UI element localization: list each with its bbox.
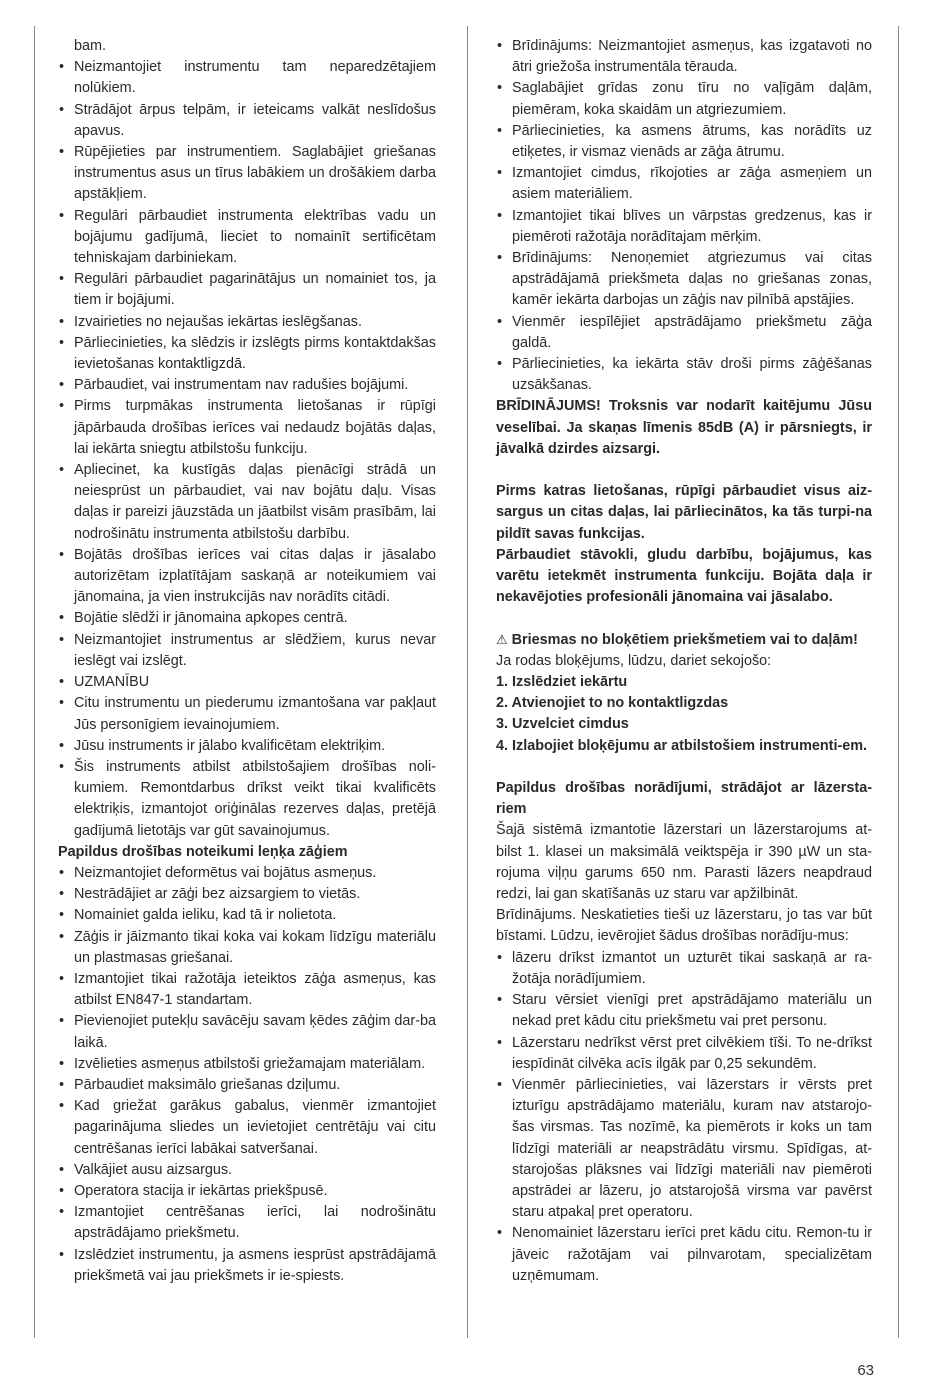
list-item: • Nomainiet galda ieliku, kad tā ir nolietota.: [58, 905, 436, 926]
list-item: • Izmantojiet tikai blīves un vārpstas gredzenus, kas ir piemēroti ražotāja norādītajam mērķim.: [496, 206, 872, 248]
spacer: [496, 757, 872, 778]
list-item: • Kad griežat garākus gabalus, vienmēr izmantojiet pagarinājuma sliedes un ievietojiet centrētāju vai citu centrēšanas ierīci labākai satveršanai.: [58, 1096, 436, 1160]
step-item: 3. Uzvelciet cimdus: [496, 716, 629, 733]
danger-heading-line: [496, 630, 872, 651]
list-item: • lāzeru drīkst izmantot un uzturēt tikai saskaņā ar ra-žotāja norādījumiem.: [496, 948, 872, 990]
laser-paragraph: Šajā sistēmā izmantotie lāzerstari un lāzerstarojums at-bilst 1. klasei un maksimālā veiktspēja ir 390 µW un sta-rojuma viļņu garums 650 nm. Parasti lāzers neapdraud redzi, lai gan skatīšanās uz staru var apžilbināt.: [496, 822, 872, 903]
safety-list: [58, 57, 436, 842]
section-heading: Papildus drošības noteikumi leņķa zāģiem: [58, 843, 348, 860]
list-item: • Saglabājiet grīdas zonu tīru no vaļīgām daļām, piemēram, koka skaidām un atgriezumiem.: [496, 78, 872, 120]
spacer: [496, 460, 872, 481]
step-item: 4. Izlabojiet bloķējumu ar atbilstošiem instrumenti-em.: [496, 737, 868, 754]
list-item: • Apliecinet, ka kustīgās daļas pienācīgi strādā un neiesprūst un pārbaudiet, vai nav bojātu daļu. Visas daļas ir pareizi jāuzstāda un jāatbilst visām prasībām, lai nodrošinātu instrumenta atbilstošu darbību.: [58, 460, 436, 545]
list-item: • Brīdinājums: Neizmantojiet asmeņus, kas izgatavoti no ātri griežoša instrumentāla tērauda.: [496, 36, 872, 78]
noise-warning: BRĪDINĀJUMS! Troksnis var nodarīt kaitējumu Jūsu veselībai. Ja skaņas līmenis 85dB (A) ir pārsniegts, ir jāvalkā dzirdes aizsargi.: [496, 398, 872, 457]
danger-intro: Ja rodas bloķējums, lūdzu, dariet sekojošo:: [496, 652, 772, 669]
list-item: • Neizmantojiet instrumentus ar slēdžiem, kurus nevar ieslēgt vai izslēgt.: [58, 630, 436, 672]
list-item: • Izvairieties no nejaušas iekārtas ieslēgšanas.: [58, 312, 436, 333]
list-item: • Bojātie slēdži ir jānomaina apkopes centrā.: [58, 608, 436, 629]
list-item: • Regulāri pārbaudiet instrumenta elektrības vadu un bojājumu gadījumā, lieciet to nomainīt sertificētam tehniskajam darbiniekam.: [58, 206, 436, 270]
miter-saw-list: [58, 863, 436, 1287]
list-item: • Pārliecinieties, ka slēdzis ir izslēgts pirms kontaktdakšas ievietošanas kontaktligzdā.: [58, 333, 436, 375]
list-item: • Izmantojiet cimdus, rīkojoties ar zāģa asmeņiem un asiem materiāliem.: [496, 163, 872, 205]
list-item: • Pievienojiet putekļu savācēju savam ķēdes zāģim dar-ba laikā.: [58, 1011, 436, 1053]
list-item: • Valkājiet ausu aizsargus.: [58, 1160, 436, 1181]
list-item: • Izvēlieties asmeņus atbilstoši griežamajam materiālam.: [58, 1054, 436, 1075]
list-item: • Nenomainiet lāzerstaru ierīci pret kādu citu. Remon-tu ir jāveic ražotājam vai pilnvarotam, specializētam uzņēmumam.: [496, 1223, 872, 1287]
list-item: • Izmantojiet centrēšanas ierīci, lai nodrošinātu apstrādājamo priekšmetu.: [58, 1202, 436, 1244]
step-item: 2. Atvienojiet to no kontaktligzdas: [496, 695, 729, 712]
list-item: • Pārliecinieties, ka asmens ātrums, kas norādīts uz etiķetes, ir vismaz vienāds ar zāģa ātrumu.: [496, 121, 872, 163]
list-item: • Zāģis ir jāizmanto tikai koka vai kokam līdzīgu materiālu un plastmasas griešanai.: [58, 927, 436, 969]
right-margin-rule: [898, 26, 899, 1338]
inspection-notice: Pirms katras lietošanas, rūpīgi pārbaudiet visus aiz-sargus un citas daļas, lai pārliecinātos, ka tās turpi-na pildīt savas funkcijas.: [496, 483, 872, 542]
list-item: • Neizmantojiet deformētus vai bojātus asmeņus.: [58, 863, 436, 884]
page-number: 63: [857, 1362, 874, 1379]
list-item: • Pārbaudiet, vai instrumentam nav radušies bojājumi.: [58, 375, 436, 396]
step-item: 1. Izslēdziet iekārtu: [496, 674, 628, 691]
list-item: • Strādājot ārpus telpām, ir ieteicams valkāt neslīdošus apavus.: [58, 100, 436, 142]
list-item: • Staru vērsiet vienīgi pret apstrādājamo materiālu un nekad pret kādu citu priekšmetu vai pret personu.: [496, 990, 872, 1032]
continued-text: bam.: [74, 38, 106, 54]
list-item: • Izmantojiet tikai ražotāja ieteiktos zāģa asmeņus, kas atbilst EN847-1 standartam.: [58, 969, 436, 1011]
laser-paragraph: Brīdinājums. Neskatieties tieši uz lāzerstaru, jo tas var būt bīstami. Lūdzu, ievērojiet šādus drošības norādīju-mus:: [496, 907, 872, 945]
danger-heading: Briesmas no bloķētiem priekšmetiem vai to daļām!: [511, 631, 858, 648]
saw-blade-list: [496, 36, 872, 396]
list-item: • Pārbaudiet maksimālo griešanas dziļumu.: [58, 1075, 436, 1096]
laser-heading: Papildus drošības norādījumi, strādājot ar lāzersta-riem: [496, 780, 872, 818]
inspection-notice-2: Pārbaudiet stāvokli, gludu darbību, bojājumus, kas varētu ietekmēt instrumenta funkciju. Bojāta daļa ir nekavējoties profesionāli jānomaina vai jāsalabo.: [496, 546, 872, 606]
list-item: • Citu instrumentu un piederumu izmantošana var pakļaut Jūs personīgiem ievainojumiem.: [58, 693, 436, 735]
list-item: • Pārliecinieties, ka iekārta stāv droši pirms zāģēšanas uzsākšanas.: [496, 354, 872, 396]
left-margin-rule: [34, 26, 35, 1338]
list-item: • Nestrādājiet ar zāģi bez aizsargiem to vietās.: [58, 884, 436, 905]
right-column: [496, 36, 872, 1287]
list-item: • Regulāri pārbaudiet pagarinātājus un nomainiet tos, ja tiem ir bojājumi.: [58, 269, 436, 311]
list-item: • Rūpējieties par instrumentiem. Saglabājiet griešanas instrumentus asus un tīrus labākiem un drošākiem darba apstākļiem.: [58, 142, 436, 206]
list-item: • Operatora stacija ir iekārtas priekšpusē.: [58, 1181, 436, 1202]
spacer: [496, 608, 872, 629]
list-item: • Izslēdziet instrumentu, ja asmens iesprūst apstrādājamā priekšmetā vai jau priekšmets ir ie-spiests.: [58, 1245, 436, 1287]
laser-list: [496, 948, 872, 1287]
list-item: • Jūsu instruments ir jālabo kvalificētam elektriķim.: [58, 736, 436, 757]
list-item: • Bojātās drošības ierīces vai citas daļas ir jāsalabo autorizētam izplatītājam saskaņā ar noteikumiem vai jānomaina, ja vien instrukcijās nav norādīts citādi.: [58, 545, 436, 609]
left-column: [58, 36, 436, 1287]
list-item: • Šis instruments atbilst atbilstošajiem drošības noli-kumiem. Remontdarbus drīkst veikt tikai kvalificēts elektriķis, izmantojot oriģinālas rezerves daļas, pretējā gadījumā lietotājs var gūt savainojumus.: [58, 757, 436, 842]
list-item: • Brīdinājums: Nenoņemiet atgriezumus vai citas apstrādājamā priekšmeta daļas no griešanas zonas, kamēr iekārta darbojas un zāģis nav pilnībā apstājies.: [496, 248, 872, 312]
warning-triangle-icon: ⚠: [496, 632, 508, 648]
list-item: • Lāzerstaru nedrīkst vērst pret cilvēkiem tīši. To ne-drīkst iespīdināt cilvēka acīs ilgāk par 0,25 sekundēm.: [496, 1033, 872, 1075]
column-divider-rule: [467, 26, 468, 1338]
list-item: • Pirms turpmākas instrumenta lietošanas ir rūpīgi jāpārbauda drošības ierīces vai nedaudz bojātās daļas, lai iekārta sniegtu atbilstošu funkciju.: [58, 396, 436, 460]
list-item: • Vienmēr pārliecinieties, vai lāzerstars ir vērsts pret izturīgu apstrādājamo materiālu, kuram nav atstarojo-šas virsmas. Tas nozīmē, ka piemērots ir koks un tam līdzīgi materiāli ar neapstrādātu virsmu. Spīdīgas, at-starojošas plāksnes vai līdzīgi materiāli nav piemēroti apstrādei ar lāzeru, jo atstarojošā virsma var pavērst staru atpakaļ pret operatoru.: [496, 1075, 872, 1223]
list-item: • Neizmantojiet instrumentu tam neparedzētajiem nolūkiem.: [58, 57, 436, 99]
list-item: • Vienmēr iespīlējiet apstrādājamo priekšmetu zāģa galdā.: [496, 312, 872, 354]
list-item: • UZMANĪBU: [58, 672, 436, 693]
